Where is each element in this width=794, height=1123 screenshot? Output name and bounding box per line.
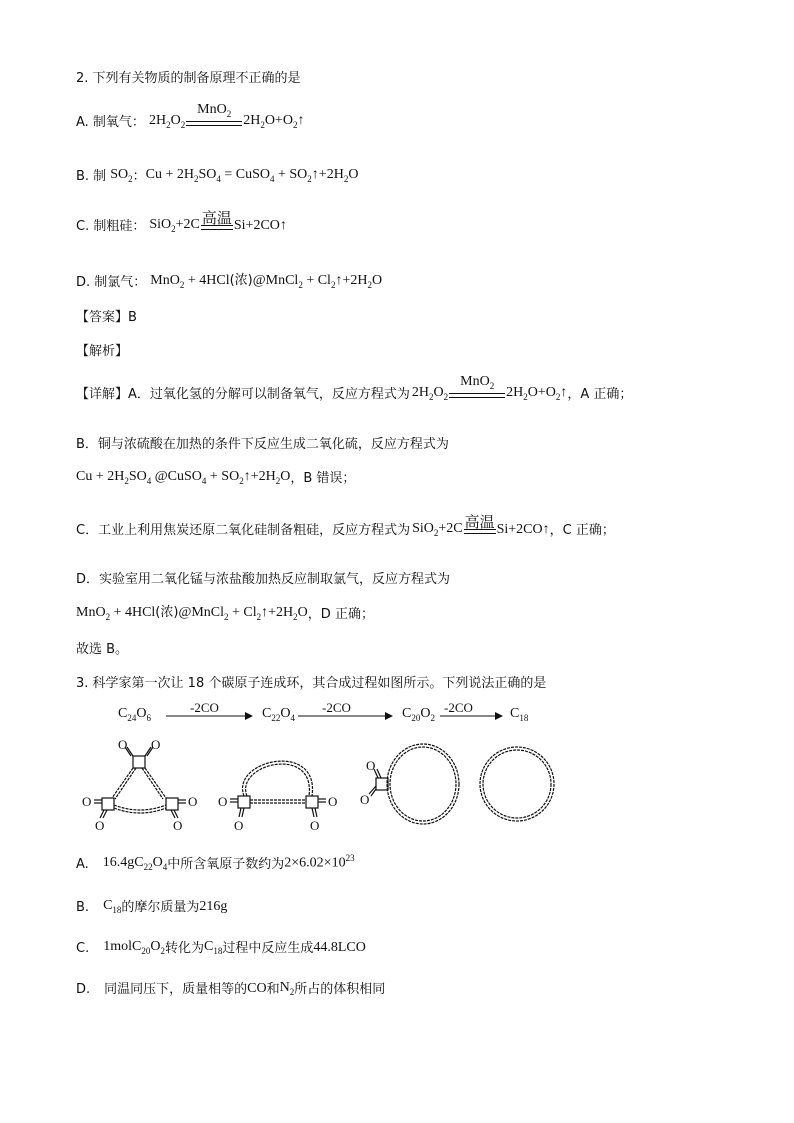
q2-option-d: D. 制氯气： MnO$_2$ + 4HCl(浓)@MnCl$_2$ + $Cl_2↑+2H_2O$ [76,273,383,290]
oxygen-label: O [360,792,370,807]
oxygen-label: O [82,794,92,809]
scheme-step1-label: -2CO [190,700,219,715]
detail-d-text: D．实验室用二氧化锰与浓盐酸加热反应制取氯气，反应方程式为 [76,572,451,587]
q3-option-d: D. 同温同压下，质量相等的 CO 和 $N_2$ 所占的体积相同 [76,980,386,997]
analysis-heading: 【解析】 [76,344,129,359]
oxygen-label: O [234,818,244,833]
molecule-c18-ring [480,747,554,821]
q2-title: 2. 下列有关物质的制备原理不正确的是 [76,71,301,86]
molecule-c24o6 [94,747,186,818]
oxygen-label: O [310,818,320,833]
condition-high-temp: 高温 [201,211,233,234]
detail-d-equation: MnO$_2$ + 4HCl(浓)@MnCl$_2$ + $Cl_2↑+2H_2O$ ，D 正确； [76,605,374,622]
oxygen-label: O [173,818,183,833]
q2-option-c: C. 制粗硅： SiO$_2$+2C 高温 Si+2CO↑ [76,209,287,234]
scheme-c24o6: $C_{24}O_6$ [118,706,151,723]
q3-option-a: A. $16.4gC_{22}O_4$ 中所含氧原子数约为 $2\times 6.02\times 10^{23}$ [76,853,355,872]
q2-option-b: B. 制 $SO_2$ ： $Cu + 2H_2SO_4$ = CuSO$_4$ + $SO_2↑+2H_2O$ [76,167,359,184]
scheme-c22o4: $C_{22}O_4$ [262,706,295,723]
detail-b-text: B．铜与浓硫酸在加热的条件下反应生成二氧化硫，反应方程式为 [76,437,449,452]
oxygen-label: O [118,737,128,752]
q3-title: 3. 科学家第一次让 18 个碳原子连成环，其合成过程如图所示。下列说法正确的是 [76,676,547,691]
condition-mno2: MnO$_2$ [186,103,242,130]
oxygen-label: O [366,758,376,773]
detail-a: 【详解】A．过氧化氢的分解可以制备氧气，反应方程式为 $2H_2O_2$ MnO$_2$ $2H_2O+O_2↑$ ，A 正确； [76,374,633,402]
scheme-step3-label: -2CO [444,700,473,715]
q3-option-b: B. $C_{18}$ 的摩尔质量为 216g [76,898,228,915]
scheme-step2-label: -2CO [322,700,351,715]
molecule-c20o2 [369,744,459,824]
q2-option-a: A. 制氧气： $2H_2O_2$ MnO$_2$ $2H_2O+O_2↑$ [76,102,305,130]
detail-b-equation: $Cu + 2H_2SO_4$ @CuSO$_4$ + $SO_2↑+2H_2O$ ，B 错误； [76,469,356,486]
oxygen-label: O [95,818,105,833]
scheme-c18: $C_{18}$ [510,706,529,723]
oxygen-label: O [218,794,228,809]
scheme-c20o2: $C_{20}O_2$ [402,706,435,723]
detail-c: C．工业上利用焦炭还原二氧化硅制备粗硅，反应方程式为 SiO$_2$+2C 高温 Si+2CO↑ ，C 正确； [76,513,615,538]
oxygen-label: O [188,794,198,809]
q3-option-c: C. $1molC_{20}O_2$ 转化为 $C_{18}$ 过程中反应生成 44.8LCO [76,939,366,956]
oxygen-label: O [328,794,338,809]
answer-line: 【答案】B [76,310,137,325]
molecule-c22o4 [230,761,326,817]
oxygen-label: O [151,737,161,752]
conclusion: 故选 B。 [76,642,129,657]
